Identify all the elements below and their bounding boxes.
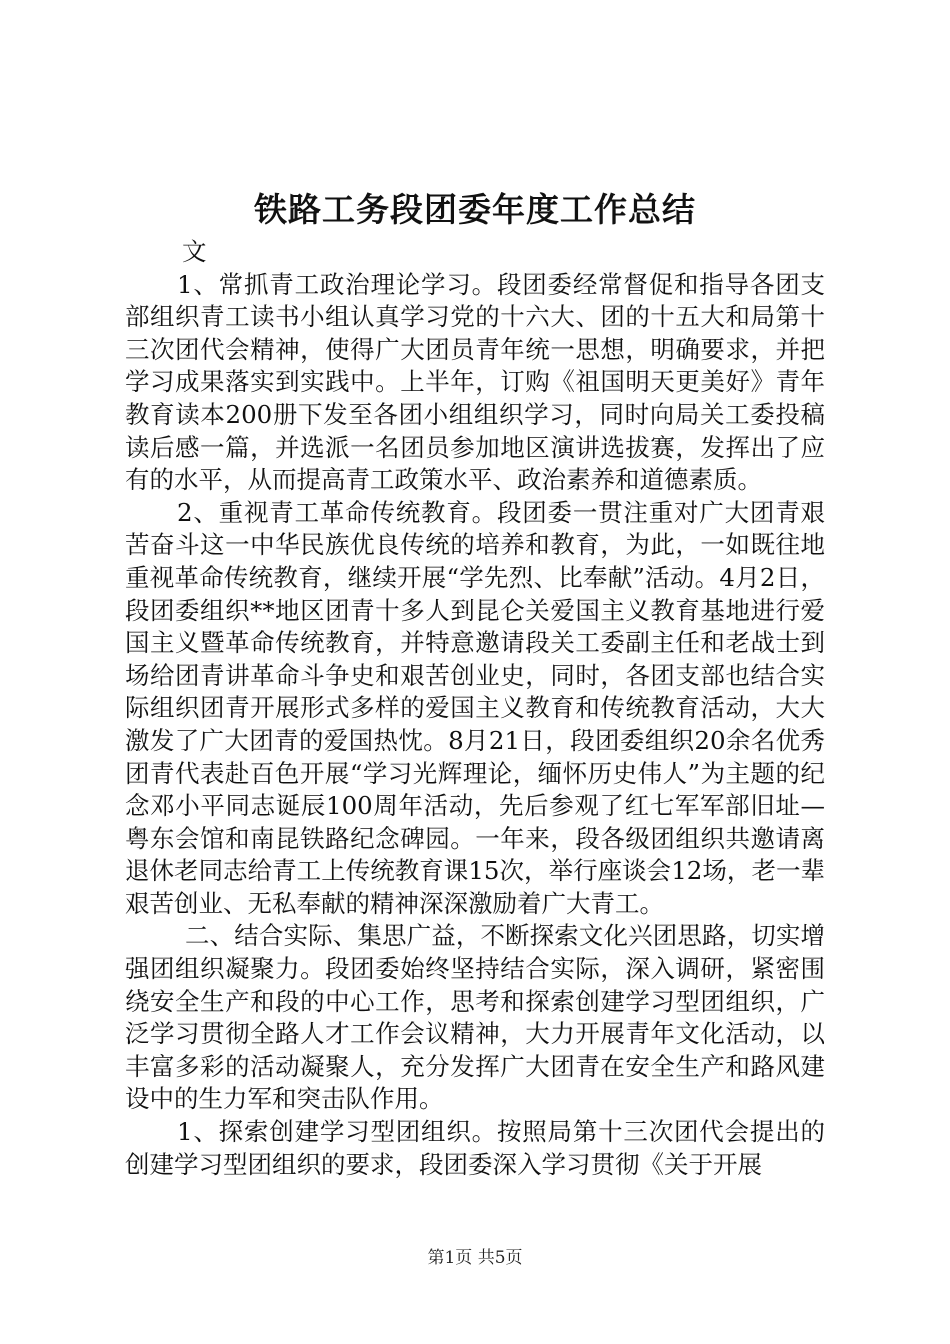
paragraph-2: 2、重视青工革命传统教育。段团委一贯注重对广大团青艰苦奋斗这一中华民族优良传统的培养和教育，为此，一如既往地重视革命传统教育，继续开展“学先烈、比奉献”活动。4月2日，段团委组织**地区团青十多人到昆仑关爱国主义教育基地进行爱国主义暨革命传统教育，并特意邀请段关工委副主任和老战士到场给团青讲革命斗争史和艰苦创业史，同时，各团支部也结合实际组织团青开展形式多样的爱国主义教育和传统教育活动，大大激发了广大团青的爱国热忱。8月21日，段团委组织20余名优秀团青代表赴百色开展“学习光辉理论，缅怀历史伟人”为主题的纪念邓小平同志诞辰100周年活动，先后参观了红七军军部旧址—粤东会馆和南昆铁路纪念碑园。一年来，段各级团组织共邀请离退休老同志给青工上传统教育课15次，举行座谈会12场，老一辈艰苦创业、无私奉献的精神深深激励着广大青工。: [125, 497, 825, 918]
page-footer: 第1页 共5页: [427, 1248, 523, 1268]
author-line: 文: [182, 237, 207, 266]
paragraph-1: 1、常抓青工政治理论学习。段团委经常督促和指导各团支部组织青工读书小组认真学习党的十六大、团的十五大和局第十三次团代会精神，使得广大团员青年统一思想，明确要求，并把学习成果落实到实践中。上半年，订购《祖国明天更美好》青年教育读本200册下发至各团小组组织学习，同时向局关工委投稿读后感一篇，并选派一名团员参加地区演讲选拔赛，发挥出了应有的水平，从而提高青工政策水平、政治素养和道德素质。: [125, 269, 825, 495]
paragraph-4: 1、探索创建学习型团组织。按照局第十三次团代会提出的创建学习型团组织的要求，段团委深入学习贯彻《关于开展: [125, 1117, 825, 1179]
document-body: [125, 236, 825, 1181]
paragraph-3: 二、结合实际、集思广益，不断探索文化兴团思路，切实增强团组织凝聚力。段团委始终坚持结合实际，深入调研，紧密围绕安全生产和段的中心工作，思考和探索创建学习型团组织，广泛学习贯彻全路人才工作会议精神，大力开展青年文化活动，以丰富多彩的活动凝聚人，充分发挥广大团青在安全生产和路风建设中的生力军和突击队作用。: [125, 921, 825, 1114]
document-title: 铁路工务段团委年度工作总结: [254, 190, 696, 229]
